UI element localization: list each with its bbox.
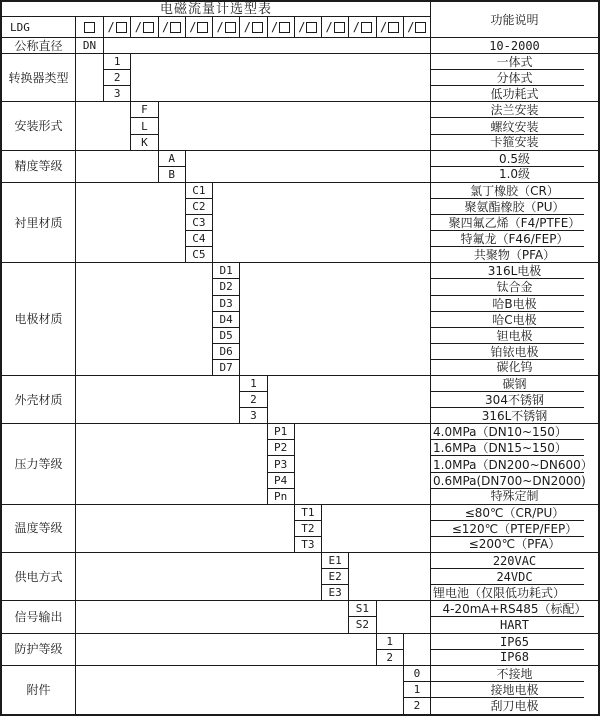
desc-cell: 10-2000 <box>431 38 598 54</box>
filler <box>240 263 431 376</box>
option-box-cell <box>131 17 158 38</box>
filler <box>76 183 186 263</box>
category-label: 防护等级 <box>2 634 76 666</box>
option-box-icon <box>170 22 181 33</box>
desc-cell: 316L不锈钢 <box>431 408 598 424</box>
filler <box>268 376 432 424</box>
table-title: 电磁流量计选型表 <box>2 2 431 17</box>
code-cell: S1 <box>349 601 376 617</box>
model-prefix: LDG <box>2 17 76 38</box>
code-cell: P2 <box>268 440 295 456</box>
desc-cell: 一体式 <box>431 54 598 70</box>
code-cell: 2 <box>404 698 431 714</box>
filler <box>76 376 240 424</box>
code-cell: D3 <box>213 296 240 312</box>
filler <box>213 183 431 263</box>
filler <box>186 151 431 183</box>
desc-cell: 4-20mA+RS485（标配） <box>431 601 598 617</box>
code-cell: C3 <box>186 215 213 231</box>
slash: / <box>162 20 170 34</box>
desc-cell: ≤200℃（PFA） <box>431 537 598 553</box>
desc-cell: ≤80℃（CR/PU） <box>431 505 598 521</box>
code-cell: D2 <box>213 279 240 295</box>
category-label: 压力等级 <box>2 424 76 504</box>
slash: / <box>380 20 388 34</box>
filler <box>76 634 377 666</box>
code-cell: 1 <box>104 54 131 70</box>
option-box-cell <box>295 17 322 38</box>
filler <box>76 54 104 102</box>
code-cell: F <box>131 102 158 118</box>
category-label: 公称直径 <box>2 38 76 54</box>
code-cell: 1 <box>240 376 267 392</box>
code-cell: K <box>131 135 158 151</box>
desc-cell: 共聚物（PFA） <box>431 247 598 263</box>
desc-cell: 特殊定制 <box>431 489 598 505</box>
code-cell: 0 <box>404 666 431 682</box>
desc-cell: 碳化钨 <box>431 360 598 376</box>
filler <box>322 505 431 553</box>
desc-cell: 0.6MPa(DN700~DN2000) <box>431 473 598 489</box>
code-cell: E1 <box>322 553 349 569</box>
filler <box>76 151 159 183</box>
filler <box>76 263 213 376</box>
category-label: 精度等级 <box>2 151 76 183</box>
code-cell: 3 <box>240 408 267 424</box>
category-label: 附件 <box>2 666 76 714</box>
filler <box>76 666 404 714</box>
desc-cell: 接地电极 <box>431 682 598 698</box>
desc-cell: 聚氨酯橡胶（PU） <box>431 199 598 215</box>
desc-cell: 钛合金 <box>431 279 598 295</box>
code-cell: C5 <box>186 247 213 263</box>
filler <box>404 634 431 666</box>
desc-cell: 卡箍安装 <box>431 135 598 151</box>
option-box-icon <box>279 22 290 33</box>
desc-cell: 锂电池（仅限低功耗式） <box>431 585 598 601</box>
desc-cell: 0.5级 <box>431 151 598 167</box>
desc-cell: 碳钢 <box>431 376 598 392</box>
option-box-cell <box>268 17 295 38</box>
code-cell: 1 <box>377 634 404 650</box>
code-cell: E2 <box>322 569 349 585</box>
desc-cell: 1.0MPa（DN200~DN600） <box>431 456 598 472</box>
slash: / <box>216 20 224 34</box>
category-label: 衬里材质 <box>2 183 76 263</box>
code-cell: 3 <box>104 86 131 102</box>
code-cell: D6 <box>213 344 240 360</box>
slash: / <box>325 20 333 34</box>
desc-cell: 316L电极 <box>431 263 598 279</box>
category-label: 外壳材质 <box>2 376 76 424</box>
code-cell: T1 <box>295 505 322 521</box>
desc-cell: IP68 <box>431 650 598 666</box>
desc-cell: 铂铱电极 <box>431 344 598 360</box>
option-box-cell <box>76 17 104 38</box>
slash: / <box>407 20 415 34</box>
desc-cell: 哈C电极 <box>431 312 598 328</box>
filler <box>295 424 431 504</box>
filler <box>76 102 131 150</box>
option-box-icon <box>252 22 263 33</box>
option-box-icon <box>415 22 426 33</box>
option-box-cell <box>213 17 240 38</box>
code-cell: C2 <box>186 199 213 215</box>
desc-cell: 1.0级 <box>431 167 598 183</box>
desc-cell: IP65 <box>431 634 598 650</box>
code-cell: P3 <box>268 456 295 472</box>
option-box-cell <box>240 17 267 38</box>
option-box-cell <box>349 17 376 38</box>
desc-cell: 螺纹安装 <box>431 118 598 134</box>
desc-cell: 刮刀电极 <box>490 698 539 713</box>
option-box-icon <box>116 22 127 33</box>
filler <box>76 553 322 601</box>
desc-cell: 不接地 <box>431 666 598 682</box>
category-label: 信号输出 <box>2 601 76 633</box>
code-cell: DN <box>76 38 104 54</box>
option-box-icon <box>306 22 317 33</box>
option-box-icon <box>84 22 95 33</box>
option-box-cell <box>186 17 213 38</box>
slash: / <box>189 20 197 34</box>
category-label: 供电方式 <box>2 553 76 601</box>
option-box-icon <box>197 22 208 33</box>
slash: / <box>271 20 279 34</box>
category-label: 电极材质 <box>2 263 76 376</box>
code-cell: T2 <box>295 521 322 537</box>
desc-cell: 低功耗式 <box>431 86 598 102</box>
desc-cell: 1.6MPa（DN15~150） <box>431 440 598 456</box>
code-cell: D4 <box>213 312 240 328</box>
code-cell: 2 <box>104 70 131 86</box>
option-box-icon <box>143 22 154 33</box>
desc-cell: ≤120℃（PTEP/FEP） <box>431 521 598 537</box>
filler <box>76 601 349 633</box>
desc-cell: 特氟龙（F46/FEP） <box>431 231 598 247</box>
code-cell: P4 <box>268 473 295 489</box>
code-cell: C1 <box>186 183 213 199</box>
code-cell: L <box>131 118 158 134</box>
code-cell: A <box>159 151 186 167</box>
category-label: 安装形式 <box>2 102 76 150</box>
code-cell: S2 <box>349 617 376 633</box>
option-box-cell <box>404 17 431 38</box>
filler <box>104 38 431 54</box>
code-cell: 1 <box>404 682 431 698</box>
option-box-cell <box>159 17 186 38</box>
code-cell: C4 <box>186 231 213 247</box>
code-cell: 2 <box>377 650 404 666</box>
filler <box>349 553 431 601</box>
desc-cell: 法兰安装 <box>431 102 598 118</box>
code-cell: 2 <box>240 392 267 408</box>
slash: / <box>243 20 251 34</box>
code-cell: T3 <box>295 537 322 553</box>
slash: / <box>134 20 142 34</box>
category-label: 转换器类型 <box>2 54 76 102</box>
code-cell: D1 <box>213 263 240 279</box>
desc-cell: 钽电极 <box>431 328 598 344</box>
desc-cell: 4.0MPa（DN10~150） <box>431 424 598 440</box>
desc-cell: 氯丁橡胶（CR） <box>431 183 598 199</box>
code-cell: D5 <box>213 328 240 344</box>
function-column-header: 功能说明 <box>431 2 598 38</box>
desc-cell: 24VDC <box>431 569 598 585</box>
desc-cell: 220VAC <box>431 553 598 569</box>
desc-cell: HART <box>431 617 598 633</box>
code-cell: P1 <box>268 424 295 440</box>
code-cell: B <box>159 167 186 183</box>
option-box-cell <box>104 17 131 38</box>
desc-cell: 哈B电极 <box>431 296 598 312</box>
option-box-icon <box>225 22 236 33</box>
filler <box>76 505 295 553</box>
desc-cell: 304不锈钢 <box>431 392 598 408</box>
filler <box>76 424 268 504</box>
slash: / <box>352 20 360 34</box>
desc-cell: 分体式 <box>431 70 598 86</box>
filler <box>131 54 431 102</box>
option-box-cell <box>322 17 349 38</box>
desc-cell: 聚四氟乙烯（F4/PTFE） <box>431 215 598 231</box>
code-cell: E3 <box>322 585 349 601</box>
code-cell: Pn <box>268 489 295 505</box>
option-box-icon <box>388 22 399 33</box>
code-cell: D7 <box>213 360 240 376</box>
filler <box>159 102 432 150</box>
option-box-cell <box>377 17 404 38</box>
slash: / <box>298 20 306 34</box>
option-box-icon <box>361 22 372 33</box>
category-label: 温度等级 <box>2 505 76 553</box>
slash: / <box>107 20 115 34</box>
filler <box>377 601 432 633</box>
option-box-icon <box>334 22 345 33</box>
